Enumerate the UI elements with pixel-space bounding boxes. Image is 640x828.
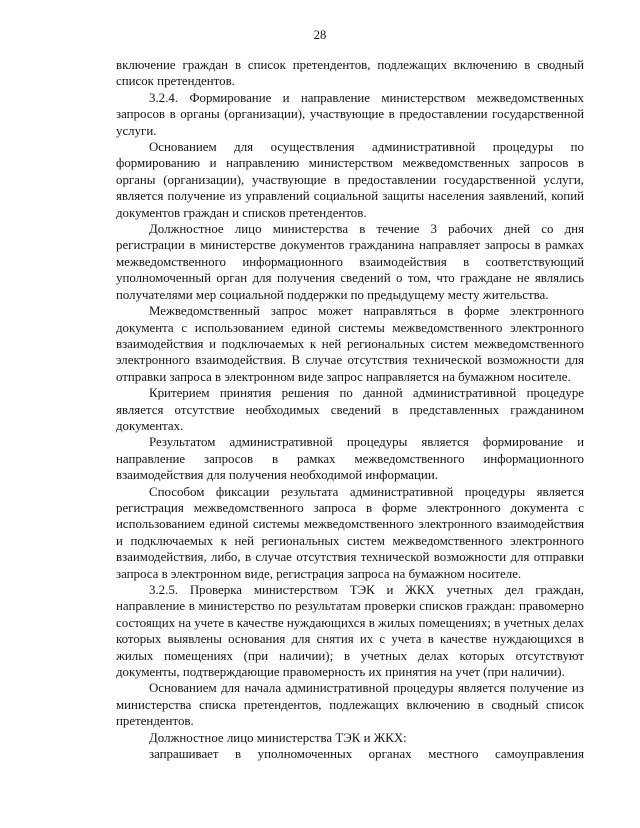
section-heading-3-2-4: 3.2.4. Формирование и направление министерством межведомственных запросов в органы (организации), участвующие в предоставлении государственной услуги. [116,90,584,138]
paragraph-procedure-basis: Основанием для начала административной процедуры является получение из министерства списка претендентов, подлежащих включению в сводный список претендентов. [116,681,584,729]
paragraph-result: Результатом административной процедуры является формирование и направление запросов в рамках межведомственного информационного взаимодействия для получения необходимой информации. [116,435,584,483]
section-heading-3-2-5: 3.2.5. Проверка министерством ТЭК и ЖКХ учетных дел граждан, направление в министерство по результатам проверки списков граждан: правомерно состоящих на учете в качестве нуждающихся в жилых помещениях; в учетных делах которых выявлены основания для снятия их с учета в качестве нуждающихся в жилых помещениях (при наличии); в учетных делах которых отсутствуют документы, подтверждающие правомерность их принятия на учет (при наличии). [116,583,584,680]
paragraph-official-tek: Должностное лицо министерства ТЭК и ЖКХ: [149,730,407,745]
paragraph-continuation: включение граждан в список претендентов, подлежащих включению в сводный список претендентов. [116,58,584,89]
paragraph-electronic-request: Межведомственный запрос может направляться в форме электронного документа с использованием единой системы межведомственного электронного взаимодействия и подключаемых к ней региональных систем межведомственного электронного взаимодействия. В случае отсутствия технической возможности для отправки запроса в электронном виде запрос направляется на бумажном носителе. [116,304,584,384]
paragraph-result-fixation: Способом фиксации результата административной процедуры является регистрация межведомственного запроса в форме электронного документа с использованием единой системы межведомственного электронного взаимодействия и подключаемых к ней региональных систем межведомственного электронного взаимодействия, либо, в случае отсутствия технической возможности для отправки запроса в электронном виде, регистрация запроса на бумажном носителе. [116,484,584,581]
page-number: 28 [313,28,327,42]
paragraph-official-requests: Должностное лицо министерства в течение 3 рабочих дней со дня регистрации в министерстве документов гражданина направляет запросы в рамках межведомственного информационного взаимодействия в соответствующий уполномоченный орган для получения сведений о том, что граждане не являлись получателями мер социальной поддержки по предыдущему месту жительства. [116,222,584,302]
paragraph-requests-local-authorities: запрашивает в уполномоченных органах местного самоуправления [149,747,584,762]
page-body [116,57,584,762]
paragraph-decision-criterion: Критерием принятия решения по данной административной процедуре является отсутствие необходимых сведений в представленных гражданином документах. [116,386,584,433]
paragraph-basis: Основанием для осуществления административной процедуры по формированию и направлению министерством межведомственных запросов в органы (организации), участвующие в предоставлении государственной услуги, является получение из управлений социальной защиты населения заявлений, копий документов граждан и списков претендентов. [116,140,584,220]
